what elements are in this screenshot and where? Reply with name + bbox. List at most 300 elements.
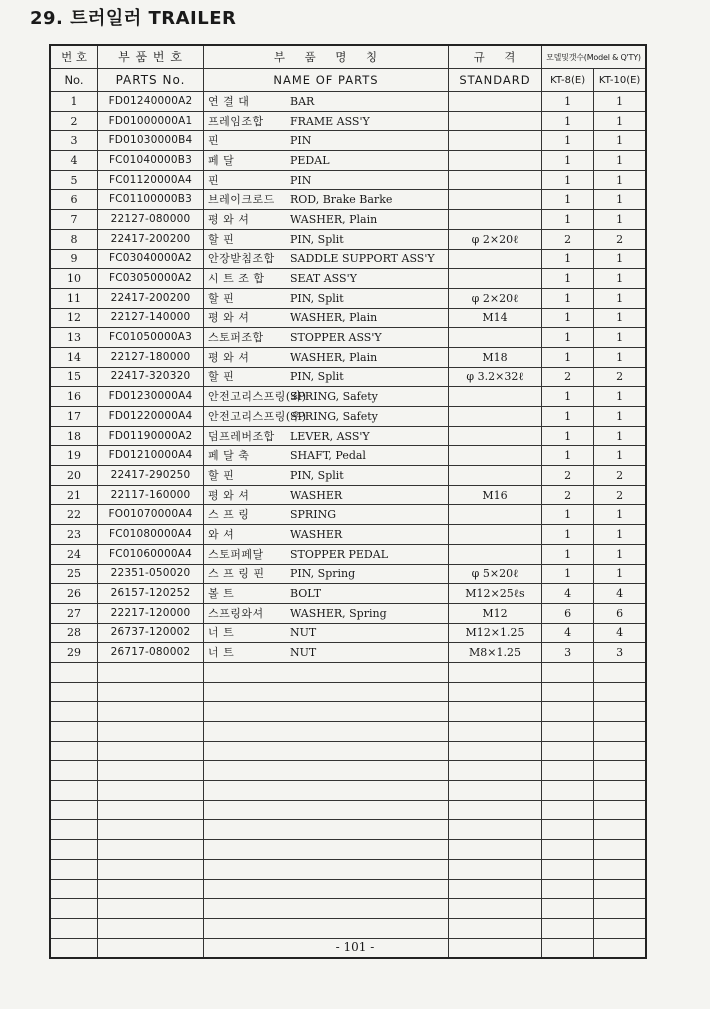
row-name-en: PIN, Split [290,468,344,482]
row-name-kr: 너 트 [208,646,235,660]
row-qty-kt8: 1 [542,426,594,446]
empty-cell [98,722,204,742]
row-standard [449,328,542,348]
row-standard [449,426,542,446]
row-name-en: WASHER, Spring [290,606,387,620]
empty-cell [542,682,594,702]
row-no: 26 [50,584,98,604]
table-row-empty [50,899,646,919]
row-name-kr: 페 달 축 [208,449,250,463]
row-name [204,308,449,328]
empty-cell [204,761,449,781]
row-qty-kt10: 1 [594,328,646,348]
table-row [50,308,646,328]
empty-cell [98,800,204,820]
header-kt8: KT-8(E) [542,69,594,92]
row-part-number: FD01190000A2 [98,426,204,446]
row-part-number: 22127-080000 [98,210,204,230]
table-row [50,367,646,387]
row-name-en: SHAFT, Pedal [290,449,366,463]
row-name [204,131,449,151]
header-std-kr: 규 격 [449,45,542,69]
table-row [50,603,646,623]
empty-cell [98,840,204,860]
row-name-kr: 할 핀 [208,370,235,384]
row-part-number: 26717-080002 [98,643,204,663]
empty-cell [449,682,542,702]
row-standard: M12×25ℓs [449,584,542,604]
empty-cell [50,840,98,860]
table-row [50,643,646,663]
table-row-empty [50,859,646,879]
row-part-number: FD01000000A1 [98,111,204,131]
row-standard: M14 [449,308,542,328]
row-standard [449,249,542,269]
row-name-en: PIN, Split [290,291,344,305]
row-qty-kt10: 3 [594,643,646,663]
row-name [204,485,449,505]
empty-cell [594,682,646,702]
row-standard: φ 3.2×32ℓ [449,367,542,387]
row-name-en: PEDAL [290,153,330,167]
empty-cell [449,662,542,682]
empty-cell [449,918,542,938]
row-name [204,328,449,348]
empty-cell [204,682,449,702]
row-standard: φ 2×20ℓ [449,229,542,249]
table-row [50,426,646,446]
row-name-kr: 할 핀 [208,291,235,305]
empty-cell [204,859,449,879]
row-qty-kt8: 1 [542,387,594,407]
row-name-kr: 스 프 링 핀 [208,567,265,581]
row-qty-kt10: 2 [594,367,646,387]
row-no: 23 [50,525,98,545]
row-name [204,525,449,545]
empty-cell [542,800,594,820]
row-no: 14 [50,347,98,367]
row-part-number: 22117-160000 [98,485,204,505]
empty-cell [204,781,449,801]
row-name [204,387,449,407]
row-standard: M18 [449,347,542,367]
empty-cell [542,702,594,722]
empty-cell [594,722,646,742]
row-part-number: 22417-290250 [98,466,204,486]
row-part-number: 26157-120252 [98,584,204,604]
empty-cell [594,781,646,801]
row-name-kr: 너 트 [208,626,235,640]
row-standard [449,407,542,427]
row-part-number: FD01210000A4 [98,446,204,466]
row-part-number: FO01070000A4 [98,505,204,525]
header-kt10: KT-10(E) [594,69,646,92]
empty-cell [449,840,542,860]
row-qty-kt10: 1 [594,564,646,584]
row-no: 2 [50,111,98,131]
table-row-empty [50,722,646,742]
empty-cell [50,899,98,919]
row-standard [449,151,542,171]
row-qty-kt8: 1 [542,131,594,151]
row-no: 19 [50,446,98,466]
table-row [50,92,646,112]
row-name [204,229,449,249]
table-row [50,466,646,486]
row-qty-kt8: 1 [542,505,594,525]
row-qty-kt10: 1 [594,190,646,210]
table-row-empty [50,741,646,761]
row-name-kr: 핀 [208,134,220,148]
empty-cell [98,682,204,702]
empty-cell [50,859,98,879]
row-qty-kt8: 1 [542,190,594,210]
row-name [204,407,449,427]
empty-cell [449,820,542,840]
row-qty-kt10: 1 [594,249,646,269]
row-part-number: FC01100000B3 [98,190,204,210]
row-no: 9 [50,249,98,269]
empty-cell [50,800,98,820]
row-name [204,347,449,367]
empty-cell [204,899,449,919]
row-qty-kt8: 1 [542,269,594,289]
empty-cell [98,820,204,840]
page-title: 29. 트러일러 TRAILER [30,8,237,29]
row-name-en: NUT [290,626,317,640]
empty-cell [449,800,542,820]
table-row [50,151,646,171]
row-part-number: 26737-120002 [98,623,204,643]
row-name-kr: 페 달 [208,153,235,167]
row-part-number: 22417-320320 [98,367,204,387]
row-qty-kt10: 1 [594,170,646,190]
empty-cell [98,918,204,938]
empty-cell [594,800,646,820]
row-name [204,170,449,190]
row-name-en: WASHER [290,527,343,541]
header-std-en: STANDARD [449,69,542,92]
table-row [50,190,646,210]
empty-cell [542,879,594,899]
empty-cell [98,899,204,919]
row-standard: M16 [449,485,542,505]
empty-cell [542,722,594,742]
empty-cell [542,741,594,761]
row-part-number: FC01120000A4 [98,170,204,190]
row-name [204,426,449,446]
empty-cell [594,820,646,840]
row-part-number: FC03050000A2 [98,269,204,289]
row-standard: M12 [449,603,542,623]
row-qty-kt8: 2 [542,229,594,249]
row-qty-kt10: 1 [594,426,646,446]
row-name [204,643,449,663]
table-row [50,131,646,151]
row-qty-kt8: 2 [542,485,594,505]
row-qty-kt10: 1 [594,308,646,328]
row-standard [449,210,542,230]
table-row [50,170,646,190]
row-qty-kt10: 1 [594,111,646,131]
row-part-number: 22127-180000 [98,347,204,367]
table-row [50,249,646,269]
row-standard [449,170,542,190]
empty-cell [594,761,646,781]
empty-cell [50,662,98,682]
empty-cell [204,741,449,761]
empty-cell [542,859,594,879]
row-name-en: PIN, Split [290,370,344,384]
empty-cell [50,781,98,801]
empty-cell [449,761,542,781]
row-standard [449,387,542,407]
row-qty-kt10: 1 [594,269,646,289]
row-standard [449,190,542,210]
table-row-empty [50,879,646,899]
empty-cell [594,879,646,899]
row-qty-kt8: 1 [542,288,594,308]
table-body [50,92,646,959]
table-row [50,505,646,525]
row-name [204,288,449,308]
row-qty-kt8: 1 [542,210,594,230]
table-row-empty [50,761,646,781]
row-name-en: ROD, Brake Barke [290,193,393,207]
row-qty-kt10: 4 [594,623,646,643]
row-qty-kt10: 1 [594,544,646,564]
row-standard [449,505,542,525]
row-name-en: SADDLE SUPPORT ASS'Y [290,252,435,266]
empty-cell [449,879,542,899]
row-no: 25 [50,564,98,584]
row-qty-kt10: 1 [594,387,646,407]
table-row [50,623,646,643]
empty-cell [204,918,449,938]
empty-cell [204,840,449,860]
empty-cell [50,761,98,781]
header-part-en: PARTS No. [98,69,204,92]
row-qty-kt8: 1 [542,407,594,427]
row-qty-kt10: 1 [594,288,646,308]
row-name-en: BAR [290,94,315,108]
row-standard: M8×1.25 [449,643,542,663]
row-name-kr: 브레이크로드 [208,193,275,207]
table-row [50,210,646,230]
row-name-en: PIN [290,134,312,148]
row-standard [449,466,542,486]
row-standard [449,525,542,545]
row-standard [449,544,542,564]
empty-cell [594,918,646,938]
empty-cell [98,741,204,761]
table-row [50,564,646,584]
table-row-empty [50,781,646,801]
row-qty-kt8: 1 [542,347,594,367]
empty-cell [50,918,98,938]
row-qty-kt8: 1 [542,525,594,545]
row-no: 29 [50,643,98,663]
empty-cell [542,899,594,919]
row-no: 27 [50,603,98,623]
row-qty-kt10: 2 [594,485,646,505]
row-qty-kt10: 1 [594,151,646,171]
row-qty-kt8: 6 [542,603,594,623]
row-qty-kt8: 1 [542,92,594,112]
row-part-number: 22217-120000 [98,603,204,623]
row-standard [449,111,542,131]
empty-cell [449,722,542,742]
row-name-en: SEAT ASS'Y [290,272,357,286]
row-no: 6 [50,190,98,210]
table-row-empty [50,820,646,840]
row-part-number: FC03040000A2 [98,249,204,269]
row-name-en: NUT [290,646,317,660]
table-row-empty [50,800,646,820]
row-name [204,446,449,466]
empty-cell [542,761,594,781]
row-no: 10 [50,269,98,289]
row-name-en: WASHER, Plain [290,212,378,226]
row-no: 4 [50,151,98,171]
row-part-number: 22351-050020 [98,564,204,584]
row-name-en: LEVER, ASS'Y [290,429,370,443]
empty-cell [542,918,594,938]
row-qty-kt10: 1 [594,347,646,367]
table-header [50,45,646,92]
row-part-number: FD01230000A4 [98,387,204,407]
header-name-kr: 부 품 명 칭 [204,45,449,69]
table-row [50,347,646,367]
header-no-kr: 번 호 [50,45,98,69]
row-part-number: FD01220000A4 [98,407,204,427]
row-name-en: STOPPER PEDAL [290,547,389,561]
empty-cell [542,662,594,682]
row-part-number: FC01040000B3 [98,151,204,171]
table-row [50,407,646,427]
empty-cell [449,702,542,722]
row-no: 28 [50,623,98,643]
empty-cell [542,781,594,801]
empty-cell [204,702,449,722]
row-name-kr: 연 결 대 [208,94,250,108]
header-model: 모델및갯수(Model & Q'TY) [542,45,647,69]
empty-cell [50,879,98,899]
empty-cell [449,859,542,879]
row-no: 24 [50,544,98,564]
row-qty-kt8: 1 [542,151,594,171]
row-qty-kt8: 1 [542,308,594,328]
row-qty-kt8: 1 [542,544,594,564]
row-part-number: 22417-200200 [98,229,204,249]
row-name-kr: 평 와 셔 [208,311,250,325]
row-name-kr: 안전고리스프링(우) [208,409,307,423]
row-name-en: SPRING, Safety [290,409,378,423]
row-name [204,249,449,269]
row-qty-kt8: 4 [542,584,594,604]
row-no: 1 [50,92,98,112]
row-qty-kt8: 1 [542,111,594,131]
table-row-empty [50,840,646,860]
empty-cell [542,840,594,860]
row-name [204,151,449,171]
empty-cell [542,820,594,840]
row-name-kr: 평 와 셔 [208,350,250,364]
row-part-number: 22127-140000 [98,308,204,328]
table-row [50,525,646,545]
empty-cell [204,879,449,899]
row-qty-kt8: 4 [542,623,594,643]
row-name-en: FRAME ASS'Y [290,114,370,128]
row-no: 7 [50,210,98,230]
row-part-number: FD01030000B4 [98,131,204,151]
row-name-en: SPRING, Safety [290,390,378,404]
parts-table [49,44,647,959]
row-standard: M12×1.25 [449,623,542,643]
row-standard: φ 5×20ℓ [449,564,542,584]
row-name [204,92,449,112]
table-row-empty [50,682,646,702]
row-part-number: FC01060000A4 [98,544,204,564]
empty-cell [98,859,204,879]
empty-cell [50,741,98,761]
table-row [50,328,646,348]
row-name-kr: 덤프레버조합 [208,429,275,443]
row-qty-kt10: 1 [594,92,646,112]
row-no: 17 [50,407,98,427]
table-row-empty [50,662,646,682]
row-qty-kt8: 3 [542,643,594,663]
row-name-kr: 볼 트 [208,587,235,601]
row-name-en: WASHER, Plain [290,350,378,364]
table-row [50,288,646,308]
row-name-en: BOLT [290,587,322,601]
empty-cell [98,781,204,801]
row-name [204,544,449,564]
row-qty-kt10: 2 [594,466,646,486]
row-name-en: PIN, Split [290,232,344,246]
row-standard [449,446,542,466]
row-part-number: 22417-200200 [98,288,204,308]
row-qty-kt8: 1 [542,564,594,584]
table-row [50,269,646,289]
row-name-kr: 와 셔 [208,527,235,541]
row-name [204,190,449,210]
header-no-en: No. [50,69,98,92]
empty-cell [98,761,204,781]
empty-cell [204,820,449,840]
row-no: 12 [50,308,98,328]
row-name-kr: 할 핀 [208,468,235,482]
row-qty-kt10: 6 [594,603,646,623]
empty-cell [449,741,542,761]
empty-cell [50,820,98,840]
row-qty-kt8: 1 [542,170,594,190]
row-no: 21 [50,485,98,505]
row-qty-kt10: 2 [594,229,646,249]
empty-cell [594,899,646,919]
row-qty-kt8: 2 [542,466,594,486]
row-name [204,564,449,584]
empty-cell [204,662,449,682]
row-qty-kt8: 1 [542,328,594,348]
row-name-kr: 안전고리스프링(좌) [208,390,307,404]
row-qty-kt8: 1 [542,446,594,466]
table-row-empty [50,702,646,722]
row-qty-kt10: 1 [594,131,646,151]
row-name-kr: 할 핀 [208,232,235,246]
row-name-kr: 스토퍼조합 [208,331,264,345]
